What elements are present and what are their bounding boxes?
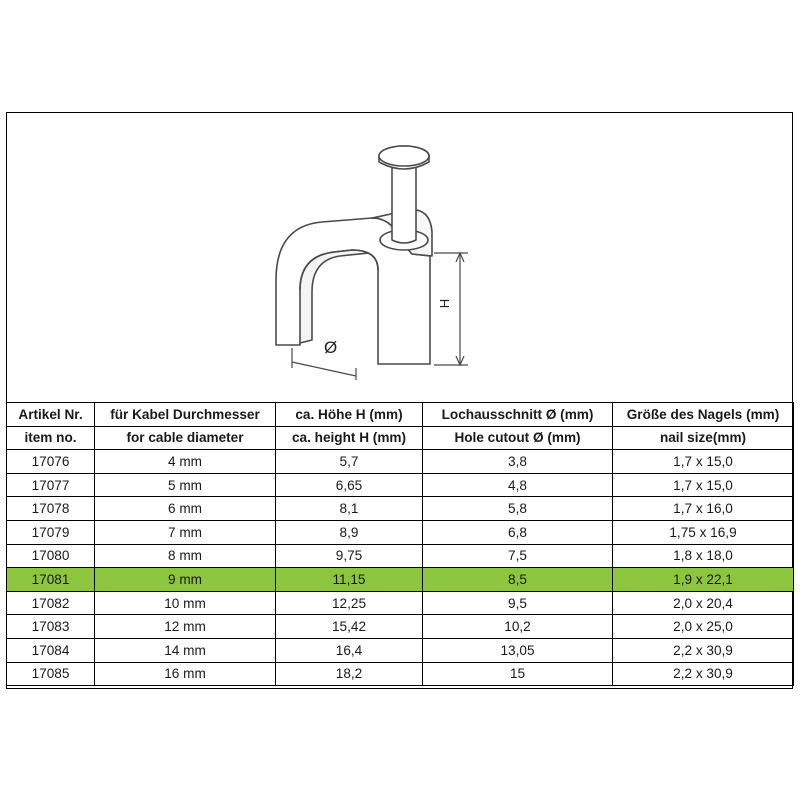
col-header-height: ca. Höhe H (mm) (276, 403, 423, 427)
cell-nail-size: 1,7 x 15,0 (613, 473, 794, 497)
cell-hole-cutout: 15 (423, 662, 613, 686)
col-header-article-no: Artikel Nr. (7, 403, 95, 427)
col-header-item-no: item no. (7, 426, 95, 450)
table-row (7, 520, 794, 544)
col-header-hole-cutout-en: Hole cutout Ø (mm) (423, 426, 613, 450)
spec-table (6, 402, 794, 686)
table-row (7, 591, 794, 615)
cell-article-no: 17079 (7, 520, 95, 544)
cell-height: 8,9 (276, 520, 423, 544)
cell-nail-size: 1,9 x 22,1 (613, 568, 794, 592)
table-row (7, 450, 794, 474)
cell-cable-diameter: 14 mm (95, 638, 276, 662)
col-header-for-cable-diameter: for cable diameter (95, 426, 276, 450)
table-row (7, 497, 794, 521)
cell-article-no: 17077 (7, 473, 95, 497)
col-header-cable-diameter: für Kabel Durchmesser (95, 403, 276, 427)
cell-nail-size: 1,7 x 16,0 (613, 497, 794, 521)
cell-cable-diameter: 10 mm (95, 591, 276, 615)
cell-nail-size: 1,8 x 18,0 (613, 544, 794, 568)
cell-height: 16,4 (276, 638, 423, 662)
cell-hole-cutout: 10,2 (423, 615, 613, 639)
cell-cable-diameter: 8 mm (95, 544, 276, 568)
col-header-nail-size: Größe des Nagels (mm) (613, 403, 794, 427)
cell-hole-cutout: 9,5 (423, 591, 613, 615)
cell-nail-size: 2,0 x 25,0 (613, 615, 794, 639)
table-row (7, 568, 794, 592)
cell-hole-cutout: 7,5 (423, 544, 613, 568)
cell-article-no: 17076 (7, 450, 95, 474)
col-header-hole-cutout: Lochausschnitt Ø (mm) (423, 403, 613, 427)
cell-article-no: 17078 (7, 497, 95, 521)
cell-cable-diameter: 12 mm (95, 615, 276, 639)
cell-cable-diameter: 9 mm (95, 568, 276, 592)
header-row-german (7, 403, 794, 427)
cell-height: 11,15 (276, 568, 423, 592)
cell-height: 9,75 (276, 544, 423, 568)
cell-cable-diameter: 16 mm (95, 662, 276, 686)
cell-cable-diameter: 7 mm (95, 520, 276, 544)
cell-article-no: 17085 (7, 662, 95, 686)
cell-height: 12,25 (276, 591, 423, 615)
diameter-dimension-label: Ø (324, 338, 338, 357)
table-row (7, 662, 794, 686)
cell-hole-cutout: 3,8 (423, 450, 613, 474)
col-header-nail-size-en: nail size(mm) (613, 426, 794, 450)
cell-article-no: 17080 (7, 544, 95, 568)
cell-height: 6,65 (276, 473, 423, 497)
table-row (7, 615, 794, 639)
height-dimension-label: H (437, 298, 453, 309)
cell-cable-diameter: 4 mm (95, 450, 276, 474)
table-row (7, 638, 794, 662)
cell-hole-cutout: 5,8 (423, 497, 613, 521)
cell-hole-cutout: 6,8 (423, 520, 613, 544)
cell-article-no: 17083 (7, 615, 95, 639)
cell-cable-diameter: 5 mm (95, 473, 276, 497)
header-row-english (7, 426, 794, 450)
cell-article-no: 17084 (7, 638, 95, 662)
cell-height: 18,2 (276, 662, 423, 686)
cell-nail-size: 1,7 x 15,0 (613, 450, 794, 474)
col-header-ca-height: ca. height H (mm) (276, 426, 423, 450)
table-row (7, 544, 794, 568)
cell-nail-size: 2,0 x 20,4 (613, 591, 794, 615)
cell-nail-size: 2,2 x 30,9 (613, 638, 794, 662)
cell-hole-cutout: 8,5 (423, 568, 613, 592)
cell-article-no: 17082 (7, 591, 95, 615)
cell-hole-cutout: 4,8 (423, 473, 613, 497)
cell-cable-diameter: 6 mm (95, 497, 276, 521)
cell-article-no: 17081 (7, 568, 95, 592)
cell-nail-size: 2,2 x 30,9 (613, 662, 794, 686)
cell-height: 15,42 (276, 615, 423, 639)
cell-nail-size: 1,75 x 16,9 (613, 520, 794, 544)
table-row (7, 473, 794, 497)
cell-height: 5,7 (276, 450, 423, 474)
cell-height: 8,1 (276, 497, 423, 521)
cell-hole-cutout: 13,05 (423, 638, 613, 662)
